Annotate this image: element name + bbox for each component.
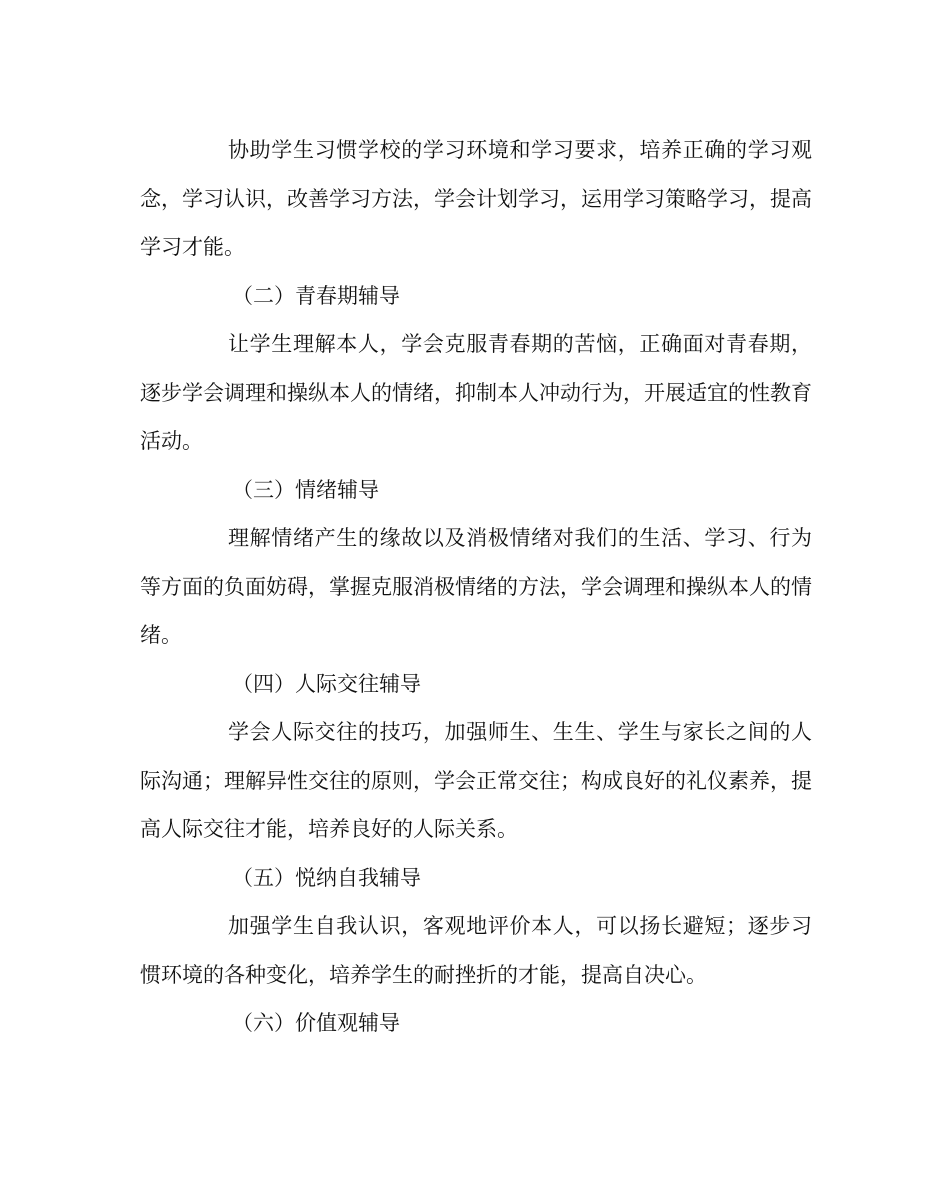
section-heading-interpersonal: （四）人际交往辅导 <box>232 671 421 696</box>
paragraph-interpersonal: 学会人际交往的技巧，加强师生、生生、学生与家长之间的人际沟通；理解异性交往的原则，学会正常交往；构成良好的礼仪素养，提高人际交往才能，培养良好的人际关系。 <box>140 720 812 841</box>
section-heading-self-acceptance: （五）悦纳自我辅导 <box>232 865 421 890</box>
section-heading-emotion: （三）情绪辅导 <box>232 477 379 502</box>
document-body <box>140 126 812 1048</box>
paragraph-study-adaptation: 协助学生习惯学校的学习环境和学习要求，培养正确的学习观念，学习认识，改善学习方法，学会计划学习，运用学习策略学习，提高学习才能。 <box>140 138 812 259</box>
paragraph-emotion: 理解情绪产生的缘故以及消极情绪对我们的生活、学习、行为等方面的负面妨碍，掌握克服消极情绪的方法，学会调理和操纵本人的情绪。 <box>140 526 812 647</box>
paragraph-adolescence: 让学生理解本人，学会克服青春期的苦恼，正确面对青春期，逐步学会调理和操纵本人的情绪，抑制本人冲动行为，开展适宜的性教育活动。 <box>140 332 812 453</box>
section-heading-adolescence: （二）青春期辅导 <box>232 283 400 308</box>
section-heading-values: （六）价值观辅导 <box>232 1011 400 1035</box>
paragraph-self-acceptance: 加强学生自我认识，客观地评价本人，可以扬长避短；逐步习惯环境的各种变化，培养学生的耐挫折的才能，提高自决心。 <box>140 914 812 987</box>
